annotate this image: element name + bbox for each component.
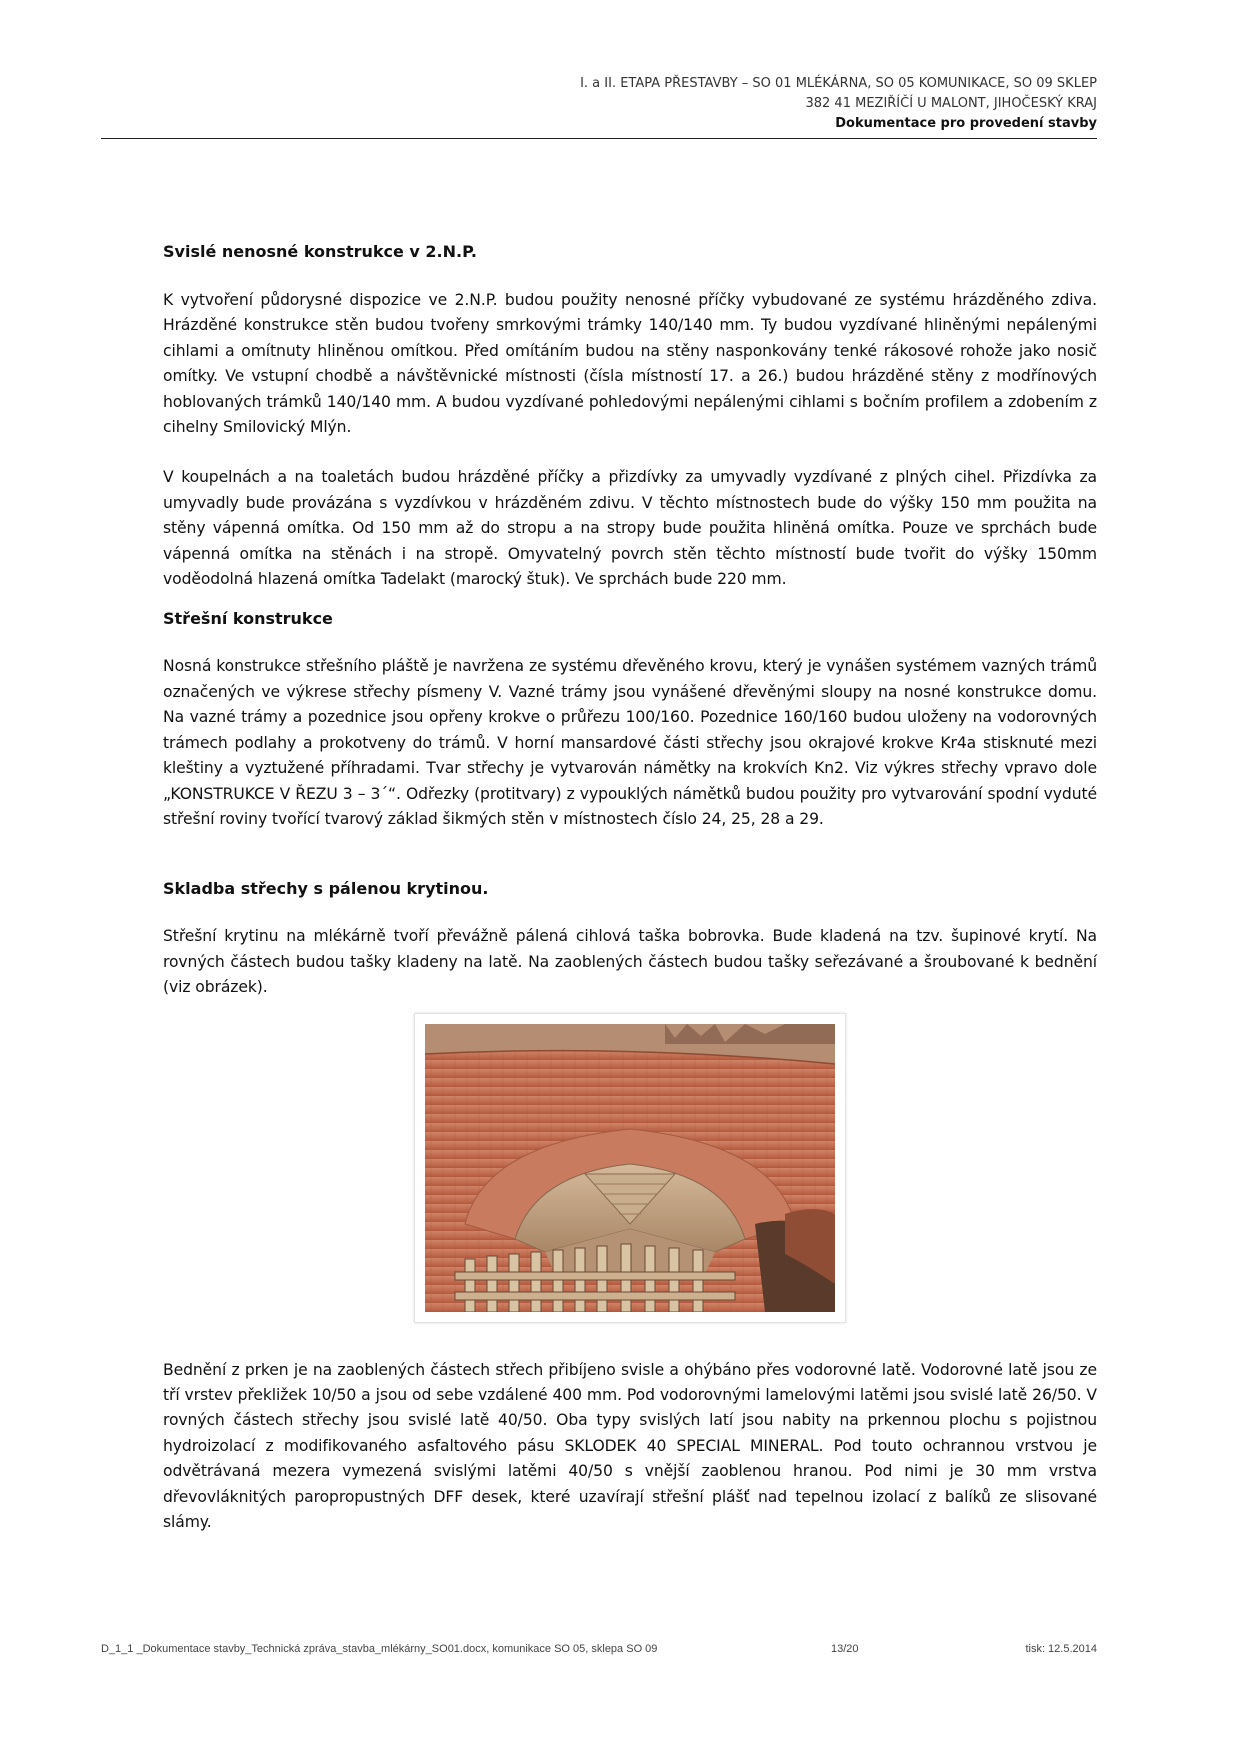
paragraph-bathrooms: V koupelnách a na toaletách budou hrázděné příčky a přizdívky za umyvadly vyzdívané z plných cihel. Přizdívka za umyvadly bude provázána s vyzdívkou v hrázděném zdivu. V těchto místnostech bude do výšky 150 mm použita na stěny vápenná omítka. Od 150 mm až do stropu a na stropy bude použita hliněná omítka. Pouze ve sprchách bude vápenná omítka na stěnách i na stropě. Omyvatelný povrch stěn těchto místností bude tvořit do výšky 150mm voděodolná hlazená omítka Tadelakt (marocký štuk). Ve sprchách bude 220 mm. (163, 468, 1097, 589)
header-project-title: I. a II. ETAPA PŘESTAVBY – SO 01 MLÉKÁRNA, SO 05 KOMUNIKACE, SO 09 SKLEP (580, 76, 1097, 91)
roof-photo-frame (414, 1013, 846, 1323)
header-address: 382 41 MEZIŘÍČÍ U MALONT, JIHOČESKÝ KRAJ (805, 96, 1097, 111)
page-content (163, 239, 1097, 1535)
section-title-roof-composition: Skladba střechy s pálenou krytinou. (163, 879, 489, 899)
section-title-vertical-structures: Svislé nenosné konstrukce v 2.N.P. (163, 242, 477, 261)
section-title-roof-structure: Střešní konstrukce (163, 609, 333, 629)
footer-file-name: D_1_1 _Dokumentace stavby_Technická zpráva_stavba_mlékárny_SO01.docx, komunikace SO 05, sklepa SO 09 (101, 1643, 658, 1655)
document-header (101, 74, 1097, 134)
paragraph-sheathing: Bednění z prken je na zaoblených částech střech přibíjeno svisle a ohýbáno přes vodorovné latě. Vodorovné latě jsou ze tří vrstev překližek 10/50 a jsou od sebe vzdálené 400 mm. Pod vodorovnými lamelovými latěmi jsou svislé latě 26/50. V rovných částech střechy jsou svislé latě 40/50. Oba typy svislých latí jsou nabity na prkennou plochu s pojistnou hydroizolací z modifikovaného asfaltového pásu SKLODEK 40 SPECIAL MINERAL. Pod touto ochrannou vrstvou je odvětrávaná mezera vymezená svislými latěmi 40/50 s vnější zaoblenou hranou. Pod nimi je 30 mm vrstva dřevovláknitých paropropustných DFF desek, které uzavírají střešní plášť nad tepelnou izolací z balíků ze slisované slámy. (163, 1360, 1097, 1531)
roof-tiles-photo (425, 1024, 835, 1312)
paragraph-partition-walls: K vytvoření půdorysné dispozice ve 2.N.P. budou použity nenosné příčky vybudované ze systému hrázděného zdiva. Hrázděné konstrukce stěn budou tvořeny smrkovými trámky 140/140 mm. Ty budou vyzdívané hliněnými nepálenými cihlami a omítnuty hliněnou omítkou. Před omítáním budou na stěny nasponkovány tenké rákosové rohože jako nosič omítky. Ve vstupní chodbě a návštěvnické místnosti (čísla místností 17. a 26.) budou hrázděné stěny z modřínových hoblovaných trámků 140/140 mm. A budou vyzdívané pohledovými nepálenými cihlami s bočním profilem a zdobením z cihelny Smilovický Mlýn. (163, 291, 1097, 437)
header-document-type: Dokumentace pro provedení stavby (835, 116, 1097, 131)
paragraph-roof-structure: Nosná konstrukce střešního pláště je navržena ze systému dřevěného krovu, který je vynášen systémem vazných trámů označených ve výkrese střechy písmeny V. Vazné trámy jsou vynášené dřevěnými sloupy na nosné konstrukce domu. Na vazné trámy a pozednice jsou opřeny krokve o průřezu 100/160. Pozednice 160/160 budou uloženy na vodorovných trámech podlahy a prokotveny do trámů. V horní mansardové části střechy jsou okrajové krokve Kr4a stisknuté mezi kleštiny a vyztužené příhradami. Tvar střechy je vytvarován námětky na krokvích Kn2. Viz výkres střechy vpravo dole „KONSTRUKCE V ŘEZU 3 – 3´“. Odřezky (protitvary) z vypouklých námětků budou použity pro vytvarování spodní vyduté střešní roviny tvořící tvarový základ šikmých stěn v místnostech číslo 24, 25, 28 a 29. (163, 657, 1097, 828)
footer-print-date: tisk: 12.5.2014 (1025, 1643, 1097, 1655)
header-divider (101, 138, 1097, 139)
footer-page-number: 13/20 (831, 1643, 859, 1655)
paragraph-roof-tiles: Střešní krytinu na mlékárně tvoří převážně pálená cihlová taška bobrovka. Bude kladená na tzv. šupinové krytí. Na rovných částech budou tašky kladeny na latě. Na zaoblených částech budou tašky seřezávané a šroubované k bednění (viz obrázek). (163, 927, 1097, 997)
